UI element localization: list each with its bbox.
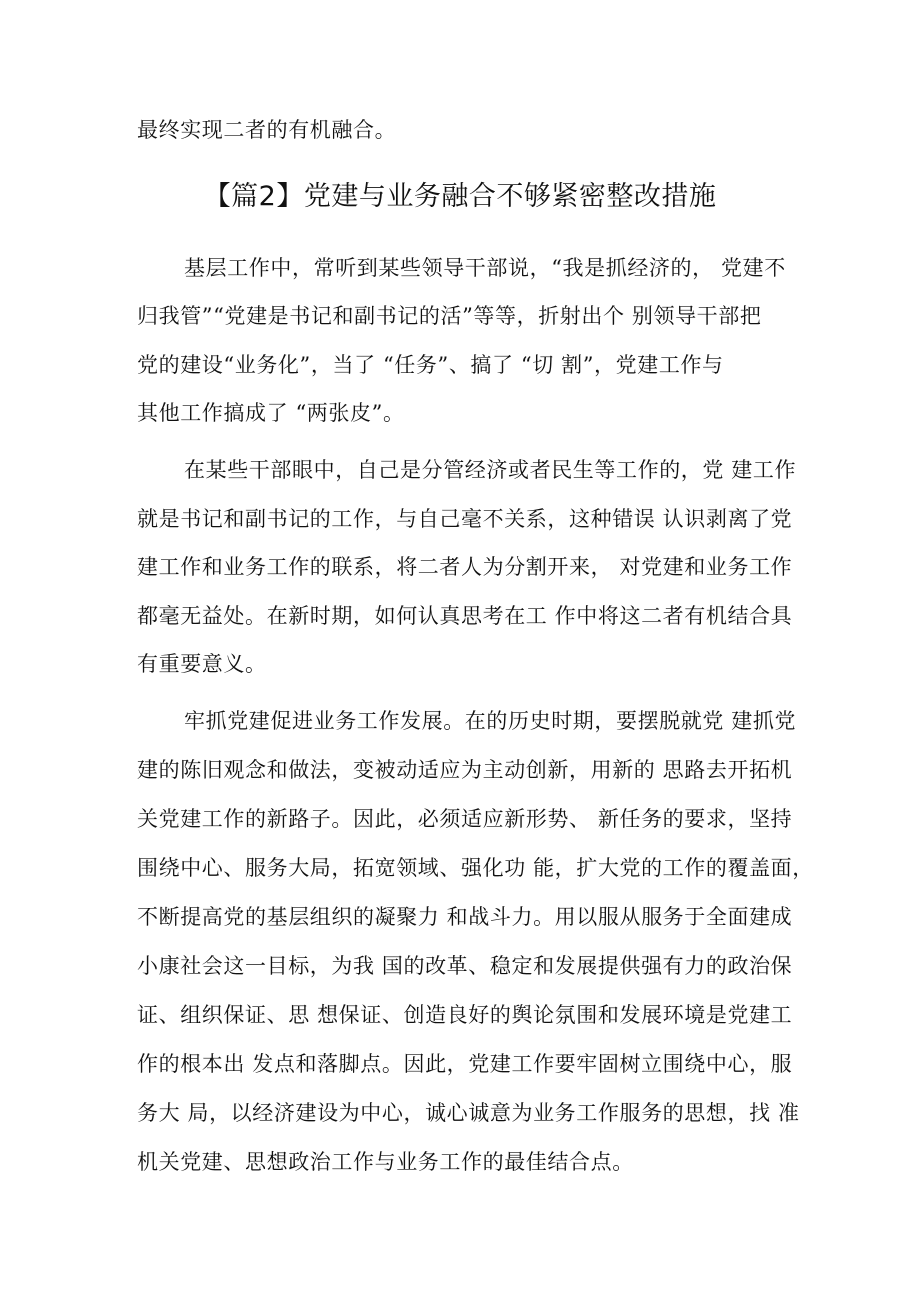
paragraph-line: 在某些干部眼中，自己是分管经济或者民生等工作的，党 建工作	[184, 458, 797, 482]
paragraph-line: 建的陈旧观念和做法，变被动适应为主动创新，用新的 思路去开拓机	[137, 758, 793, 782]
paragraph-line: 党的建设“业务化”，当了 “任务”、搞了 “切 割”，党建工作与	[137, 353, 724, 377]
paragraph-line: 务大 局，以经济建设为中心，诚心诚意为业务工作服务的思想，找 准	[137, 1101, 800, 1125]
paragraph-line: 牢抓党建促进业务工作发展。在的历史时期，要摆脱就党 建抓党	[184, 709, 797, 733]
paragraph-line: 证、组织保证、思 想保证、创造良好的舆论氛围和发展环境是党建工	[137, 1003, 793, 1027]
paragraph-line: 小康社会这一目标，为我 国的改革、稳定和发展提供强有力的政治保	[137, 954, 793, 978]
paragraph-line: 机关党建、思想政治工作与业务工作的最佳结合点。	[137, 1150, 634, 1174]
paragraph-line: 建工作和业务工作的联系，将二者人为分割开来， 对党建和业务工作	[137, 555, 793, 579]
paragraph-line: 其他工作搞成了 “两张皮”。	[137, 401, 405, 425]
paragraph-line: 基层工作中，常听到某些领导干部说，“我是抓经济的， 党建不	[184, 256, 786, 280]
paragraph-line: 关党建工作的新路子。因此，必须适应新形势、 新任务的要求，坚持	[137, 807, 793, 831]
paragraph-line: 作的根本出 发点和落脚点。因此，党建工作要牢固树立围绕中心，服	[137, 1052, 793, 1076]
section-title: 【篇2】党建与业务融合不够紧密整改措施	[203, 181, 717, 212]
paragraph-line: 有重要意义。	[137, 652, 267, 676]
lead-line: 最终实现二者的有机融合。	[137, 118, 397, 142]
paragraph-line: 就是书记和副书记的工作，与自己毫不关系，这种错误 认识剥离了党	[137, 507, 793, 531]
paragraph-line: 都毫无益处。在新时期，如何认真思考在工 作中将这二者有机结合具	[137, 604, 793, 628]
paragraph-line: 归我管”“党建是书记和副书记的活”等等，折射出个 别领导干部把	[137, 304, 762, 328]
paragraph-line: 围绕中心、服务大局，拓宽领域、强化功 能，扩大党的工作的覆盖面，	[137, 856, 814, 880]
paragraph-line: 不断提高党的基层组织的凝聚力 和战斗力。用以服从服务于全面建成	[137, 905, 793, 929]
